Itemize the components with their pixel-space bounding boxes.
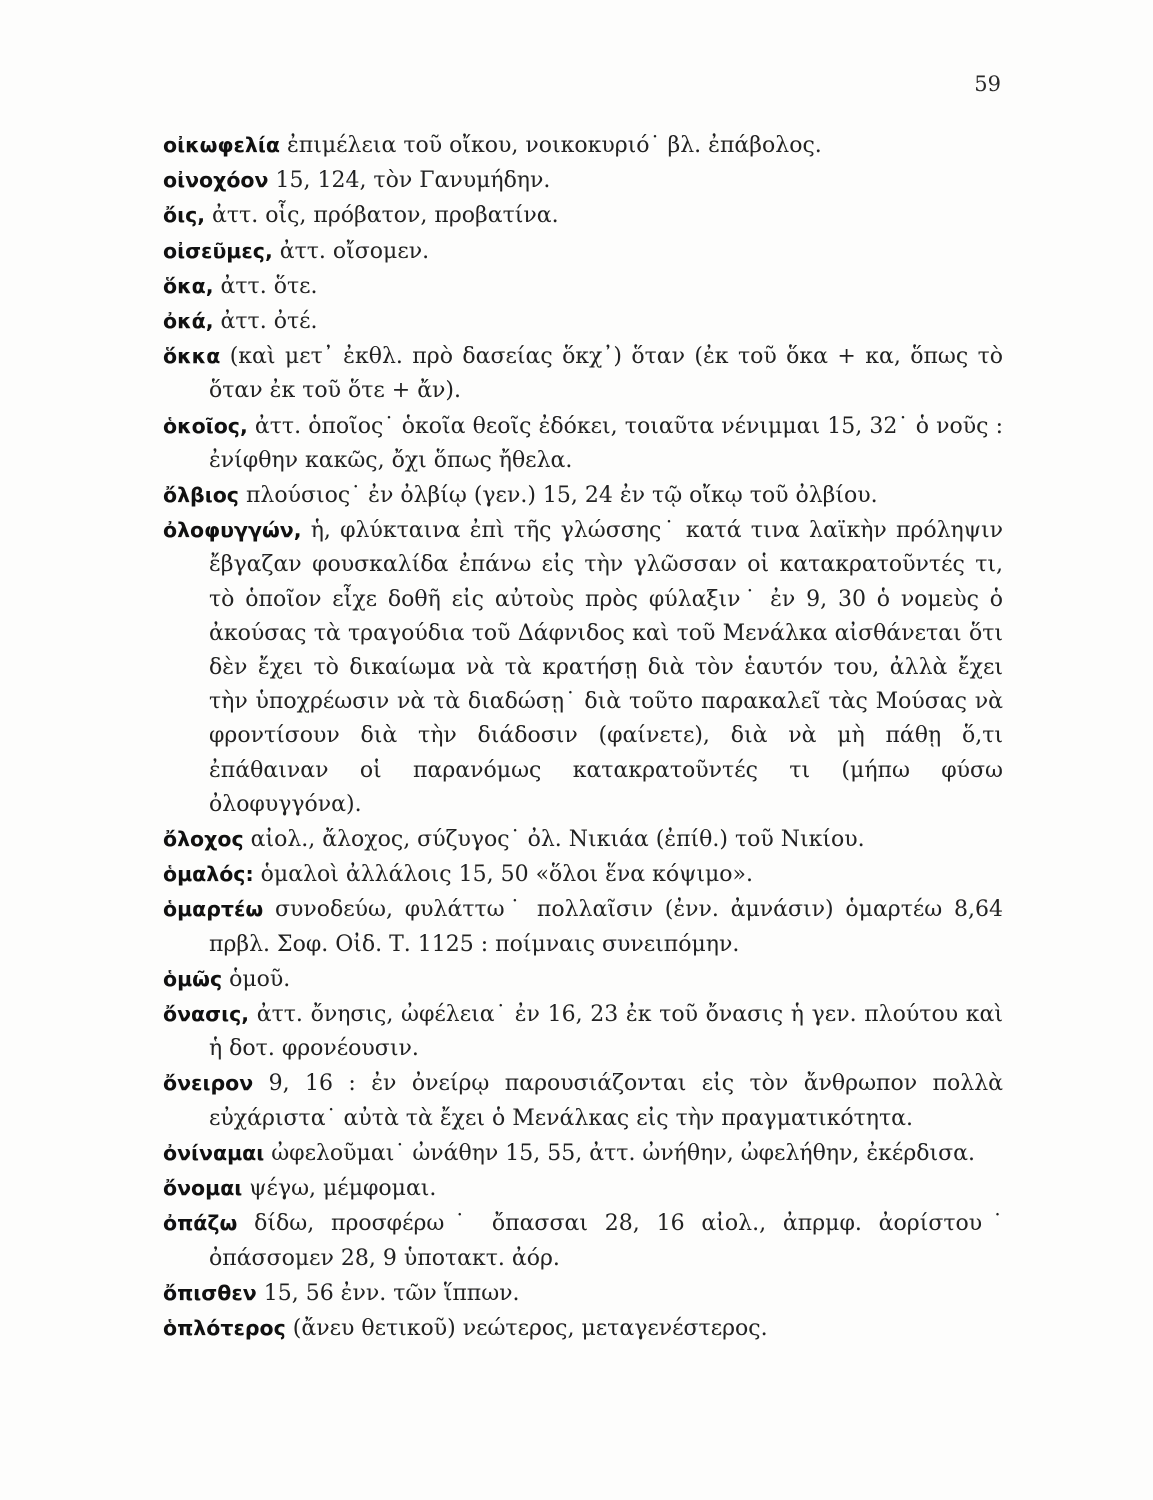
entry-definition: ψέγω, μέμφομαι. (242, 1176, 437, 1202)
entry-definition: ἀττ. ὄνησις, ὠφέλεια˙ ἐν 16, 23 ἐκ τοῦ ὄνασις ἡ γεν. πλούτου καὶ ἡ δοτ. φρονέουσιν. (209, 1002, 1003, 1062)
dictionary-entry (163, 1066, 1003, 1135)
entry-definition: συνοδεύω, φυλάττω˙ πολλαῖσιν (ἐνν. ἀμνάσιν) ὁμαρτέω 8,64 πρβλ. Σοφ. Οἰδ. Τ. 1125 : ποίμναις συνειπόμην. (209, 897, 1003, 957)
dictionary-entry (163, 1171, 1003, 1206)
entry-definition: δίδω, προσφέρω˙ ὄπασσαι 28, 16 αἰολ., ἀπρμφ. ἀορίστου˙ ὀπάσσομεν 28, 9 ὑποτακτ. ἀόρ. (209, 1211, 1003, 1271)
entry-definition: ἀττ. ὀτέ. (213, 309, 318, 335)
dictionary-entry (163, 304, 1003, 339)
entry-headword: ὀνίναμαι (163, 1140, 265, 1165)
page-number: 59 (974, 72, 1001, 96)
entry-list (163, 128, 1003, 1346)
entry-definition: 9, 16 : ἐν ὀνείρῳ παρουσιάζονται εἰς τὸν ἄνθρωπον πολλὰ εὐχάριστα˙ αὐτὰ τὰ ἔχει ὁ Μενάλκας εἰς τὴν πραγματικότητα. (209, 1071, 1003, 1131)
dictionary-entry (163, 234, 1003, 269)
entry-headword: ὁκοῖος, (163, 413, 248, 438)
dictionary-entry (163, 892, 1003, 961)
entry-definition: ἡ, φλύκταινα ἐπὶ τῆς γλώσσης˙ κατά τινα λαϊκὴν πρόληψιν ἔβγαζαν φουσκαλίδα ἐπάνω εἰς τὴν γλῶσσαν οἱ κατακρατοῦντές τι, τὸ ὁποῖον εἶχε δοθῆ εἰς αὐτοὺς πρὸς φύλαξιν˙ ἐν 9, 30 ὁ νομεὺς ὁ ἀκούσας τὰ τραγούδια τοῦ Δάφνιδος καὶ τοῦ Μενάλκα αἰσθάνεται ὅτι δὲν ἔχει τὸ δικαίωμα νὰ τὰ κρατήσῃ διὰ τὸν ἑαυτόν του, ἀλλὰ ἔχει τὴν ὑποχρέωσιν νὰ τὰ διαδώσῃ˙ διὰ τοῦτο παρακαλεῖ τὰς Μούσας νὰ φροντίσουν διὰ τὴν διάδοσιν (φαίνετε), διὰ νὰ μὴ πάθῃ ὅ,τι ἐπάθαιναν οἱ παρανόμως κατακρατοῦντές τι (μήπω φύσω ὀλοφυγγόνα). (209, 518, 1003, 817)
entry-definition: ἐπιμέλεια τοῦ οἴκου, νοικοκυριό˙ βλ. ἐπάβολος. (279, 133, 822, 158)
dictionary-entry (163, 163, 1003, 198)
dictionary-entry (163, 513, 1003, 822)
dictionary-entry (163, 198, 1003, 233)
entry-definition: ἀττ. οἴσομεν. (272, 238, 430, 264)
entry-headword: ὁμῶς (163, 966, 223, 991)
entry-headword: ὀπάζω (163, 1211, 238, 1236)
entry-definition: (ἄνευ θετικοῦ) νεώτερος, μεταγενέστερος. (285, 1315, 768, 1341)
entry-headword: ὄνειρον (163, 1071, 254, 1096)
entry-headword: ὁμαρτέω (163, 897, 264, 922)
dictionary-entry (163, 269, 1003, 304)
entry-definition: ἀττ. ὁποῖος˙ ὁκοῖα θεοῖς ἐδόκει, τοιαῦτα νένιμμαι 15, 32˙ ὁ νοῦς : ἐνίφθην κακῶς, ὄχι ὅπως ἤθελα. (209, 413, 1003, 473)
dictionary-entry (163, 478, 1003, 513)
entry-headword: ὄνασις, (163, 1002, 250, 1027)
dictionary-entry (163, 1276, 1003, 1311)
entry-headword: ὅκκα (163, 344, 221, 369)
entry-headword: ὄνομαι (163, 1176, 243, 1201)
entry-definition: πλούσιος˙ ἐν ὀλβίῳ (γεν.) 15, 24 ἐν τῷ οἴκῳ τοῦ ὀλβίου. (238, 483, 878, 509)
entry-headword: ὄις, (163, 203, 206, 228)
entry-definition: 15, 56 ἐνν. τῶν ἵππων. (256, 1280, 520, 1306)
entry-definition: ἀττ. οἷς, πρόβατον, προβατίνα. (205, 203, 559, 229)
entry-definition: ὁμοῦ. (222, 966, 291, 992)
entry-headword: ὁπλότερος (163, 1315, 286, 1340)
entry-headword: ὄπισθεν (163, 1280, 257, 1305)
dictionary-entry (163, 822, 1003, 857)
entry-headword: οἰσεῦμες, (163, 238, 273, 263)
dictionary-entry (163, 857, 1003, 892)
entry-definition: 15, 124, τὸν Γανυμήδην. (268, 168, 551, 194)
entry-definition: αἰολ., ἄλοχος, σύζυγος˙ ὀλ. Νικιάα (ἐπίθ.) τοῦ Νικίου. (243, 827, 865, 853)
entry-headword: οἰκωφελία (163, 133, 280, 157)
entry-headword: ὀκά, (163, 309, 214, 334)
entry-headword: ὀλοφυγγών, (163, 518, 302, 543)
entry-definition: (καὶ μετ᾿ ἐκθλ. πρὸ δασείας ὅκχ᾿) ὅταν (ἐκ τοῦ ὅκα + κα, ὅπως τὸ ὅταν ἐκ τοῦ ὅτε + ἄν). (209, 344, 1003, 404)
dictionary-entry (163, 128, 1003, 163)
entry-headword: ὄλβιος (163, 483, 239, 508)
entry-headword: οἰνοχόον (163, 168, 269, 193)
dictionary-entry (163, 962, 1003, 997)
entry-headword: ὅκα, (163, 273, 214, 298)
dictionary-entry (163, 1206, 1003, 1275)
dictionary-entry (163, 339, 1003, 408)
dictionary-entry (163, 409, 1003, 478)
entry-definition: ὁμαλοὶ ἀλλάλοις 15, 50 «ὅλοι ἕνα κόψιμο». (253, 862, 753, 888)
entry-headword: ὁμαλός: (163, 862, 254, 887)
dictionary-entry (163, 1136, 1003, 1171)
entry-headword: ὄλοχος (163, 827, 244, 852)
dictionary-entry (163, 997, 1003, 1066)
dictionary-entry (163, 1311, 1003, 1346)
entry-definition: ἀττ. ὅτε. (213, 273, 318, 299)
entry-definition: ὠφελοῦμαι˙ ὠνάθην 15, 55, ἀττ. ὠνήθην, ὠφελήθην, ἐκέρδισα. (264, 1140, 975, 1166)
